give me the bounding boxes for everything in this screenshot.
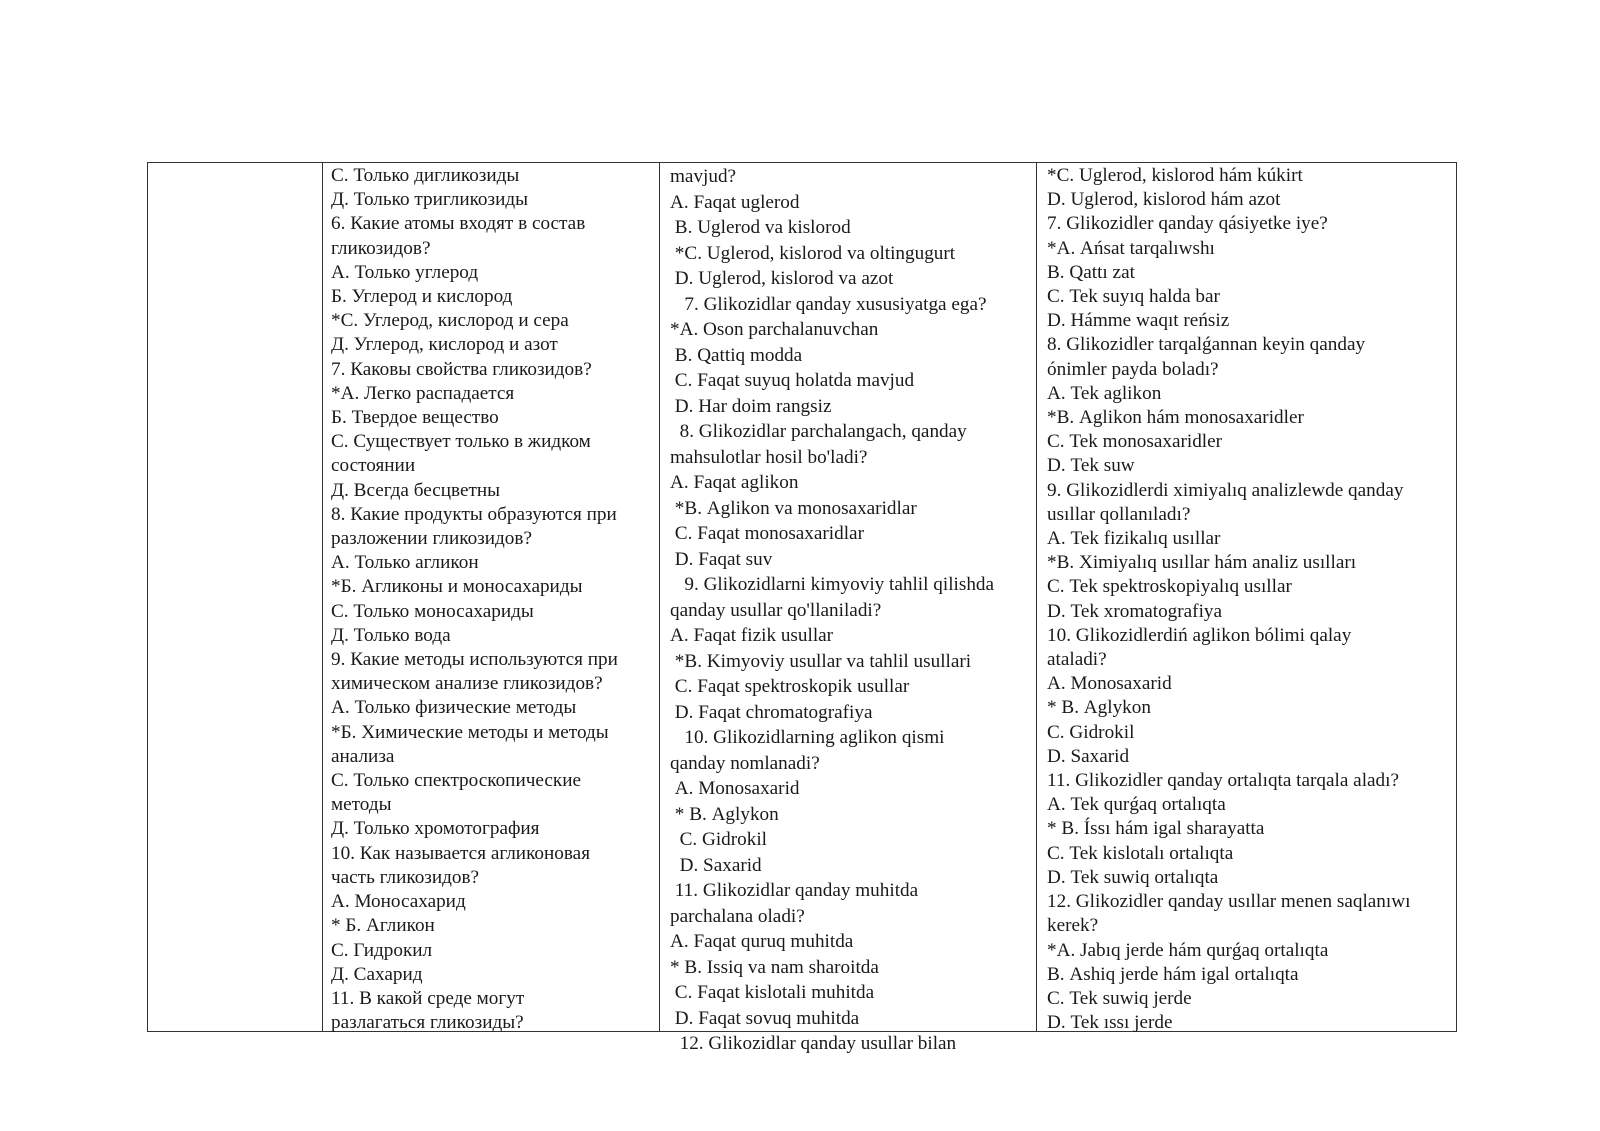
text-line: C. Tek suyıq halda bar [1047, 286, 1220, 308]
text-line: разложении гликозидов? [331, 528, 532, 550]
text-line: A. Tek qurǵaq ortalıqta [1047, 794, 1226, 816]
table-column-karakalpak [1037, 163, 1458, 1034]
text-line: *C. Uglerod, kislorod va oltingugurt [670, 242, 956, 264]
text-line: C. Faqat monosaxaridlar [670, 523, 864, 544]
text-line: mavjud? [670, 166, 737, 187]
text-line: *С. Углерод, кислород и сера [331, 310, 569, 332]
text-line: Д. Только хромотография [331, 818, 540, 840]
text-line: 9. Какие методы используются при [331, 649, 618, 671]
text-line: D. Faqat chromatografiya [670, 701, 873, 723]
text-line: 7. Glikozidler qanday qásiyetke iye? [1047, 213, 1328, 235]
text-line: D. Har doim rangsiz [670, 395, 832, 417]
text-line: 10. Как называется агликоновая [331, 842, 591, 864]
text-line: kerek? [1047, 915, 1099, 937]
text-line: 9. Glikozidlarni kimyoviy tahlil qilishda [670, 574, 995, 595]
text-line: * Б. Агликон [331, 915, 435, 937]
text-line: *B. Aglikon hám monosaxaridler [1047, 407, 1304, 429]
text-line: qanday nomlanadi? [670, 752, 820, 774]
text-line: 10. Glikozidlarning aglikon qismi [670, 727, 945, 748]
table-column-empty [148, 163, 323, 1031]
text-line: методы [331, 794, 392, 816]
text-line: *A. Ańsat tarqalıwshı [1047, 237, 1215, 259]
text-line: B. Ashiq jerde hám igal ortalıqta [1047, 963, 1299, 985]
text-line: *Б. Агликоны и моносахариды [331, 576, 583, 598]
text-line: 12. Glikozidler qanday usıllar menen saqlanıwı [1047, 891, 1411, 913]
text-line: D. Saxarid [1047, 745, 1130, 767]
text-line: qanday usullar qo'llaniladi? [670, 599, 882, 621]
text-line: *Б. Химические методы и методы [331, 721, 609, 743]
text-line: A. Faqat aglikon [670, 472, 799, 493]
text-line: часть гликозидов? [331, 866, 480, 888]
text-line: usıllar qollanıladı? [1047, 503, 1191, 525]
text-line: А. Только углерод [331, 261, 479, 283]
text-line: С. Только дигликозиды [331, 165, 520, 186]
text-line: D. Tek suwiq ortalıqta [1047, 866, 1219, 888]
text-line: B. Qattiq modda [670, 344, 803, 366]
text-line: C. Gidrokil [1047, 721, 1135, 743]
text-line: C. Faqat suyuq holatda mavjud [670, 370, 915, 391]
text-line: A. Tek aglikon [1047, 382, 1162, 404]
text-line: Д. Всегда бесцветны [331, 479, 501, 501]
text-line: C. Tek spektroskopiyalıq usıllar [1047, 576, 1292, 598]
text-line: Д. Только вода [331, 624, 451, 646]
text-line: 7. Glikozidlar qanday xususiyatga ega? [670, 293, 987, 315]
text-line: Д. Углерод, кислород и азот [331, 334, 558, 356]
text-line: C. Tek monosaxaridler [1047, 431, 1223, 453]
text-line: *A. Oson parchalanuvchan [670, 319, 879, 340]
text-line: * B. Aglykon [1047, 697, 1151, 719]
text-line: Д. Только тригликозиды [331, 189, 529, 211]
text-line: A. Faqat fizik usullar [670, 625, 834, 646]
text-line: 9. Glikozidlerdi ximiyalıq analizlewde qanday [1047, 479, 1404, 501]
text-line: химическом анализе гликозидов? [331, 673, 603, 695]
text-line: 6. Какие атомы входят в состав [331, 213, 586, 235]
text-line: D. Faqat sovuq muhitda [670, 1007, 860, 1029]
text-line: 10. Glikozidlerdiń aglikon bólimi qalay [1047, 624, 1352, 646]
text-line: C. Tek kislotalı ortalıqta [1047, 842, 1234, 864]
text-line: * B. Aglykon [670, 803, 779, 825]
text-line: 12. Glikozidlar qanday usullar bilan [670, 1033, 957, 1054]
text-line: * B. Íssı hám igal sharayatta [1047, 818, 1265, 840]
text-line: Б. Углерод и кислород [331, 286, 513, 308]
text-line: *А. Легко распадается [331, 382, 515, 404]
text-line: *A. Jabıq jerde hám qurǵaq ortalıqta [1047, 939, 1329, 961]
text-line: B. Qattı zat [1047, 261, 1135, 283]
text-line: А. Моносахарид [331, 891, 466, 913]
text-line: 11. В какой среде могут [331, 987, 525, 1009]
text-line: 8. Какие продукты образуются при [331, 503, 617, 525]
text-line: состоянии [331, 455, 416, 477]
text-line: ataladi? [1047, 649, 1107, 671]
text-line: D. Saxarid [670, 854, 762, 876]
text-line: D. Faqat suv [670, 548, 773, 570]
text-line: D. Uglerod, kislorod hám azot [1047, 189, 1281, 211]
text-line: 8. Glikozidler tarqalǵannan keyin qanday [1047, 334, 1366, 356]
text-line: 11. Glikozidlar qanday muhitda [670, 880, 919, 901]
text-line: A. Monosaxarid [1047, 673, 1172, 695]
text-line: ónimler payda boladı? [1047, 358, 1219, 380]
text-line: 11. Glikozidler qanday ortalıqta tarqala aladı? [1047, 770, 1399, 792]
text-line: C. Gidrokil [670, 829, 768, 850]
text-line: анализа [331, 745, 395, 767]
text-line: С. Существует только в жидком [331, 431, 591, 453]
text-line: гликозидов? [331, 237, 431, 259]
quiz-table [147, 162, 1457, 1054]
text-line: D. Uglerod, kislorod va azot [670, 268, 894, 289]
text-line: A. Tek fizikalıq usıllar [1047, 528, 1221, 550]
text-line: разлагаться гликозиды? [331, 1012, 524, 1034]
text-line: * B. Issiq va nam sharoitda [670, 956, 879, 978]
text-line: parchalana oladi? [670, 905, 805, 927]
text-line: B. Uglerod va kislorod [670, 217, 851, 238]
text-line: D. Tek ıssı jerde [1047, 1012, 1173, 1034]
text-line: D. Tek suw [1047, 455, 1135, 477]
text-line: Д. Сахарид [331, 963, 423, 985]
text-line: C. Tek suwiq jerde [1047, 987, 1192, 1009]
text-line: Б. Твердое вещество [331, 407, 499, 429]
text-line: C. Faqat spektroskopik usullar [670, 676, 910, 697]
text-line: *B. Ximiyalıq usıllar hám analiz usılları [1047, 552, 1357, 574]
text-line: С. Только спектроскопические [331, 770, 581, 792]
text-line: А. Только физические методы [331, 697, 577, 719]
text-line: *B. Aglikon va monosaxaridlar [670, 497, 917, 519]
text-line: А. Только агликон [331, 552, 479, 574]
text-line: С. Только моносахариды [331, 600, 534, 622]
text-line: *C. Uglerod, kislorod hám kúkirt [1047, 165, 1303, 186]
text-line: A. Faqat uglerod [670, 191, 800, 213]
text-line: 8. Glikozidlar parchalangach, qanday [670, 421, 967, 442]
text-line: C. Faqat kislotali muhitda [670, 982, 875, 1003]
text-line: mahsulotlar hosil bo'ladi? [670, 446, 868, 468]
table-column-russian [323, 163, 660, 1034]
text-line: A. Faqat quruq muhitda [670, 931, 854, 952]
text-line: A. Monosaxarid [670, 778, 800, 799]
text-line: D. Hámme waqıt reńsiz [1047, 310, 1230, 332]
text-line: *B. Kimyoviy usullar va tahlil usullari [670, 650, 972, 672]
table-column-uzbek [660, 163, 1037, 1054]
text-line: С. Гидрокил [331, 939, 433, 961]
text-line: D. Tek xromatografiya [1047, 600, 1223, 622]
text-line: 7. Каковы свойства гликозидов? [331, 358, 592, 380]
